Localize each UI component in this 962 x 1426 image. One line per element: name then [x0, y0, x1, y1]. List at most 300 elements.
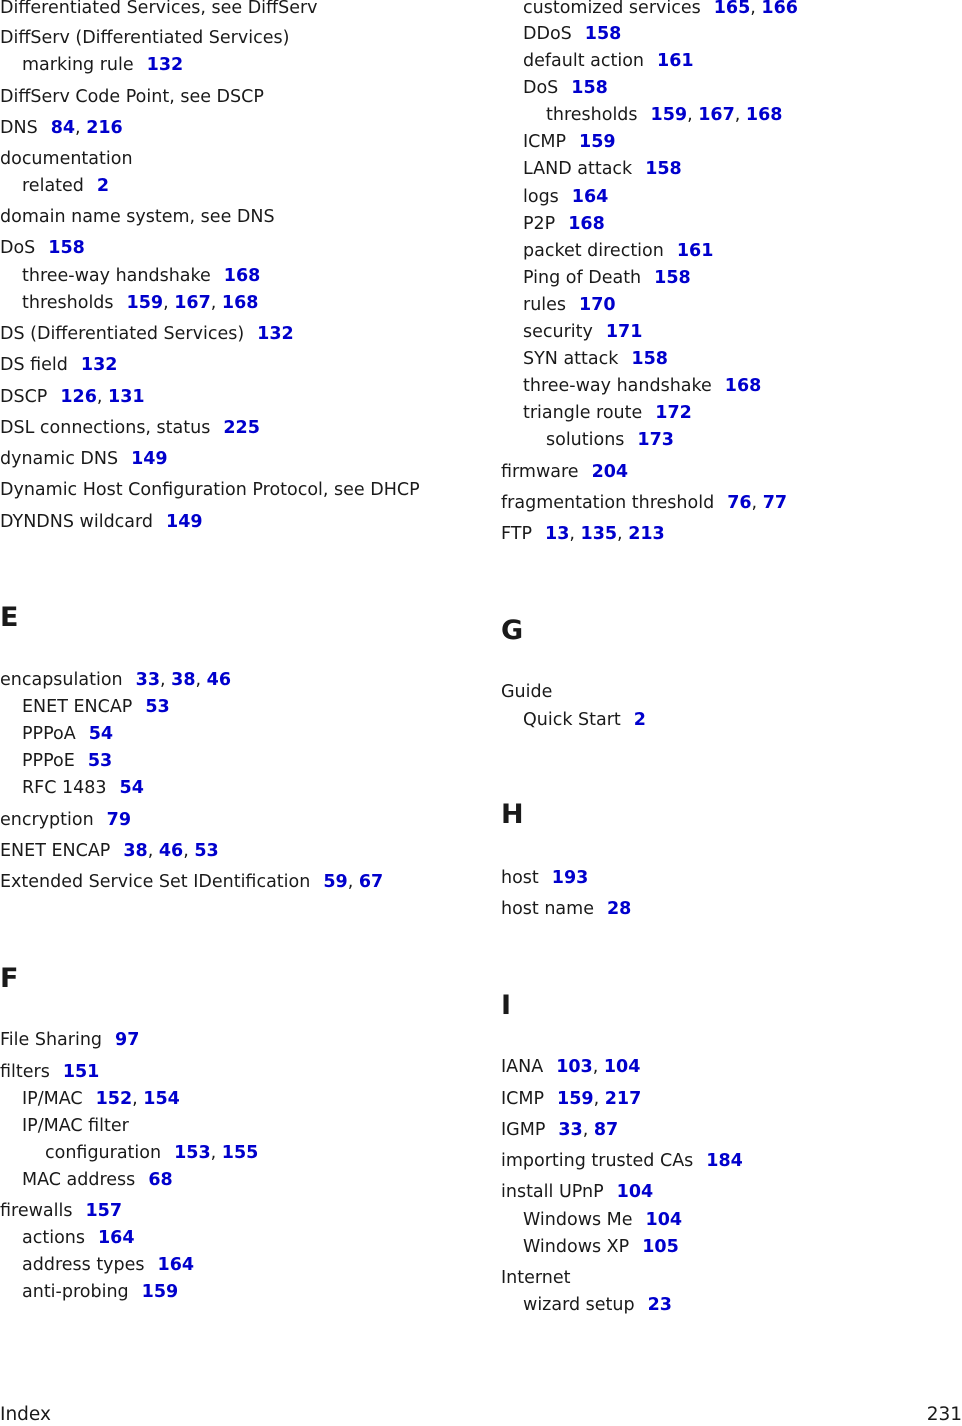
- page-link[interactable]: 2: [96, 176, 110, 196]
- index-term: configuration: [45, 1143, 162, 1163]
- page-references: [148, 1170, 172, 1190]
- page-link[interactable]: 2: [633, 710, 646, 730]
- index-term: DoS: [0, 238, 36, 258]
- page-references: [51, 118, 123, 138]
- page-link[interactable]: 87: [593, 1120, 619, 1140]
- index-entry: [501, 1150, 743, 1172]
- page-references: [115, 1030, 139, 1050]
- page-separator: ,: [582, 1120, 594, 1140]
- index-term: PPPoA: [22, 724, 76, 744]
- index-entry: [22, 292, 258, 314]
- section-letter-h: H: [501, 799, 524, 830]
- page-link[interactable]: 54: [88, 724, 114, 744]
- index-entry: [22, 696, 170, 718]
- index-entry: [0, 1200, 122, 1222]
- page-references: [323, 872, 383, 892]
- index-entry: [22, 1281, 178, 1303]
- index-entry: [0, 511, 203, 533]
- index-entry: [523, 402, 692, 424]
- index-entry: [501, 1088, 641, 1110]
- page-link[interactable]: 167: [698, 105, 735, 125]
- index-term: DoS: [523, 78, 559, 98]
- page-references: [97, 176, 109, 196]
- page-references: [568, 214, 605, 234]
- page-references: [174, 1143, 258, 1163]
- index-term: ENET ENCAP: [22, 697, 133, 717]
- page-link[interactable]: 161: [657, 51, 694, 71]
- page-link[interactable]: 164: [571, 187, 609, 207]
- footer-section-label: Index: [0, 1404, 51, 1425]
- index-entry: [523, 77, 608, 99]
- section-letter-i: I: [501, 990, 512, 1021]
- index-term: documentation: [0, 149, 133, 169]
- index-term: DiffServ Code Point, see DSCP: [0, 87, 264, 107]
- page-link[interactable]: 149: [166, 512, 203, 532]
- page-references: [646, 1210, 683, 1230]
- page-references: [89, 724, 113, 744]
- page-references: [606, 322, 643, 342]
- page-separator: ,: [75, 118, 87, 138]
- index-term: anti-probing: [22, 1282, 129, 1302]
- index-entry: [523, 1294, 672, 1316]
- page-separator: ,: [147, 841, 159, 861]
- page-references: [556, 1057, 640, 1077]
- page-references: [642, 1237, 679, 1257]
- page-link[interactable]: 104: [616, 1182, 654, 1202]
- index-term: P2P: [523, 214, 556, 234]
- page-references: [558, 1120, 618, 1140]
- page-link[interactable]: 167: [174, 293, 211, 313]
- page-references: [224, 266, 261, 286]
- page-references: [557, 1089, 641, 1109]
- index-term: FTP: [501, 524, 533, 544]
- index-term: encapsulation: [0, 670, 123, 690]
- index-term: actions: [22, 1228, 85, 1248]
- page-link[interactable]: 193: [551, 868, 589, 888]
- index-entry: [0, 148, 133, 170]
- index-term: thresholds: [546, 105, 638, 125]
- index-term: DS (Differentiated Services): [0, 324, 245, 344]
- page-link[interactable]: 217: [604, 1089, 642, 1109]
- page-link[interactable]: 158: [645, 159, 682, 179]
- page-references: [651, 105, 783, 125]
- page-references: [158, 1255, 195, 1275]
- page-references: [120, 778, 144, 798]
- index-term: ICMP: [501, 1089, 545, 1109]
- page-link[interactable]: 158: [631, 349, 668, 369]
- index-entry: [501, 1181, 653, 1203]
- index-term: IP/MAC: [22, 1089, 83, 1109]
- index-entry: [501, 1119, 618, 1141]
- page-link[interactable]: 172: [655, 403, 692, 423]
- page-references: [96, 1089, 180, 1109]
- page-separator: ,: [751, 493, 763, 513]
- page-link[interactable]: 105: [642, 1237, 679, 1257]
- index-term: IANA: [501, 1057, 544, 1077]
- page-link[interactable]: 158: [654, 268, 691, 288]
- index-term: fragmentation threshold: [501, 493, 715, 513]
- index-term: triangle route: [523, 403, 643, 423]
- index-entry: [546, 104, 782, 126]
- page-references: [145, 697, 169, 717]
- page-references: [127, 293, 259, 313]
- page-link[interactable]: 159: [141, 1282, 179, 1302]
- page-link[interactable]: 104: [603, 1057, 641, 1077]
- index-entry: [22, 1088, 180, 1110]
- page-link[interactable]: 168: [221, 293, 259, 313]
- page-link[interactable]: 166: [761, 0, 798, 18]
- index-entry: [22, 750, 112, 772]
- index-entry: [0, 1029, 139, 1051]
- index-term: ENET ENCAP: [0, 841, 111, 861]
- index-entry: [501, 898, 631, 920]
- page-references: [147, 55, 184, 75]
- page-separator: ,: [210, 1143, 222, 1163]
- page-link[interactable]: 164: [98, 1228, 135, 1248]
- page-references: [607, 899, 631, 919]
- page-references: [223, 418, 260, 438]
- section-letter-e: E: [0, 602, 19, 633]
- page-link[interactable]: 155: [221, 1143, 259, 1163]
- page-link[interactable]: 132: [257, 324, 294, 344]
- index-term: importing trusted CAs: [501, 1151, 694, 1171]
- page-link[interactable]: 13: [545, 524, 570, 544]
- page-link[interactable]: 76: [727, 493, 752, 513]
- page-separator: ,: [687, 105, 699, 125]
- page-references: [725, 376, 762, 396]
- index-entry: [501, 461, 628, 483]
- index-term: default action: [523, 51, 645, 71]
- page-link[interactable]: 53: [87, 751, 113, 771]
- page-link[interactable]: 154: [143, 1089, 180, 1109]
- page-link[interactable]: 216: [86, 118, 123, 138]
- page-references: [706, 1151, 743, 1171]
- page-link[interactable]: 126: [60, 387, 97, 407]
- index-term: IGMP: [501, 1120, 546, 1140]
- page-link[interactable]: 28: [606, 899, 632, 919]
- index-term: RFC 1483: [22, 778, 107, 798]
- index-entry: [523, 348, 668, 370]
- page-separator: ,: [593, 1089, 605, 1109]
- section-letter-g: G: [501, 615, 524, 646]
- index-entry: [523, 375, 761, 397]
- page-link[interactable]: 159: [650, 105, 688, 125]
- index-term: domain name system, see DNS: [0, 207, 275, 227]
- index-term: firewalls: [0, 1201, 73, 1221]
- index-entry: [501, 681, 552, 703]
- index-term: Guide: [501, 682, 553, 702]
- page-link[interactable]: 38: [123, 841, 148, 861]
- index-term: filters: [0, 1062, 50, 1082]
- page-link[interactable]: 168: [568, 214, 605, 234]
- index-entry: [0, 840, 219, 862]
- page-references: [572, 187, 609, 207]
- page-link[interactable]: 213: [628, 524, 665, 544]
- index-term: host: [501, 868, 539, 888]
- page-separator: ,: [210, 293, 222, 313]
- index-term: encryption: [0, 810, 94, 830]
- index-term: MAC address: [22, 1170, 136, 1190]
- index-entry: [523, 23, 621, 45]
- page-references: [645, 159, 682, 179]
- page-link[interactable]: 79: [106, 810, 132, 830]
- index-term: thresholds: [22, 293, 114, 313]
- index-term: install UPnP: [501, 1182, 604, 1202]
- index-entry: [45, 1142, 258, 1164]
- index-term: three-way handshake: [22, 266, 211, 286]
- index-entry: [22, 1227, 135, 1249]
- page-link[interactable]: 164: [157, 1255, 195, 1275]
- index-term: Dynamic Host Configuration Protocol, see DHCP: [0, 480, 420, 500]
- index-term: Differentiated Services, see DiffServ: [0, 0, 318, 18]
- index-term: DDoS: [523, 24, 572, 44]
- page-link[interactable]: 158: [571, 78, 608, 98]
- page-references: [98, 1228, 135, 1248]
- page-link[interactable]: 46: [158, 841, 184, 861]
- index-entry: [0, 323, 294, 345]
- page-link[interactable]: 158: [584, 24, 622, 44]
- page-link[interactable]: 157: [85, 1201, 123, 1221]
- page-references: [714, 0, 798, 18]
- page-link[interactable]: 149: [131, 449, 168, 469]
- index-term: customized services: [523, 0, 701, 18]
- index-entry: [546, 429, 674, 451]
- index-entry: [523, 709, 646, 731]
- index-entry: [523, 158, 682, 180]
- index-term: Internet: [501, 1268, 571, 1288]
- index-entry: [501, 523, 665, 545]
- index-entry: [22, 265, 260, 287]
- page-link[interactable]: 225: [223, 418, 260, 438]
- index-entry: [523, 240, 713, 262]
- page-link[interactable]: 159: [557, 1089, 594, 1109]
- index-term: packet direction: [523, 241, 664, 261]
- page-link[interactable]: 53: [145, 697, 170, 717]
- index-term: marking rule: [22, 55, 134, 75]
- index-entry: [523, 50, 694, 72]
- page-references: [655, 403, 692, 423]
- index-entry: [523, 1209, 682, 1231]
- index-entry: [0, 479, 420, 501]
- index-term: dynamic DNS: [0, 449, 119, 469]
- page-link[interactable]: 97: [115, 1030, 140, 1050]
- index-entry: [0, 871, 383, 893]
- index-entry: [501, 1056, 640, 1078]
- index-entry: [0, 237, 85, 259]
- page-link[interactable]: 68: [148, 1170, 173, 1190]
- index-term: DSCP: [0, 387, 48, 407]
- page-references: [545, 524, 665, 544]
- index-term: related: [22, 176, 84, 196]
- index-term: File Sharing: [0, 1030, 103, 1050]
- page-separator: ,: [347, 872, 359, 892]
- page-references: [63, 1062, 100, 1082]
- page-references: [727, 493, 787, 513]
- page-link[interactable]: 171: [605, 322, 643, 342]
- page-link[interactable]: 184: [706, 1151, 743, 1171]
- page-references: [142, 1282, 179, 1302]
- page-link[interactable]: 204: [591, 462, 629, 482]
- index-term: logs: [523, 187, 559, 207]
- page-link[interactable]: 135: [580, 524, 618, 544]
- page-references: [85, 1201, 122, 1221]
- index-entry: [523, 213, 605, 235]
- index-term: DS field: [0, 355, 68, 375]
- index-term: DiffServ (Differentiated Services): [0, 28, 290, 48]
- index-term: IP/MAC filter: [22, 1116, 129, 1136]
- page-references: [637, 430, 674, 450]
- index-entry: [0, 1061, 99, 1083]
- page-link[interactable]: 151: [62, 1062, 100, 1082]
- index-entry: [22, 1169, 173, 1191]
- page-separator: ,: [195, 670, 207, 690]
- index-entry: [22, 777, 144, 799]
- index-term: DNS: [0, 118, 38, 138]
- index-term: Windows XP: [523, 1237, 630, 1257]
- index-entry: [0, 417, 260, 439]
- page-separator: ,: [592, 1057, 604, 1077]
- page-references: [123, 841, 218, 861]
- index-term: Quick Start: [523, 710, 621, 730]
- index-term: ICMP: [523, 132, 567, 152]
- page-references: [585, 24, 622, 44]
- page-link[interactable]: 153: [174, 1143, 211, 1163]
- index-term: security: [523, 322, 593, 342]
- page-link[interactable]: 132: [80, 355, 118, 375]
- index-entry: [523, 267, 691, 289]
- page-references: [257, 324, 294, 344]
- section-letter-f: F: [0, 963, 19, 994]
- index-entry: [523, 294, 616, 316]
- footer-page-number: 231: [926, 1404, 962, 1425]
- page-link[interactable]: 59: [323, 872, 348, 892]
- page-link[interactable]: 173: [637, 430, 674, 450]
- page-link[interactable]: 161: [676, 241, 714, 261]
- page-link[interactable]: 46: [206, 670, 231, 690]
- index-term: DSL connections, status: [0, 418, 211, 438]
- page-separator: ,: [96, 387, 109, 407]
- index-term: DYNDNS wildcard: [0, 512, 154, 532]
- index-term: Extended Service Set IDentification: [0, 872, 311, 892]
- page-link[interactable]: 168: [745, 105, 783, 125]
- page-references: [579, 132, 616, 152]
- page-references: [552, 868, 589, 888]
- page-link[interactable]: 158: [48, 238, 85, 258]
- page-references: [592, 462, 629, 482]
- index-term: host name: [501, 899, 594, 919]
- index-entry: [0, 86, 264, 108]
- index-entry: [0, 117, 123, 139]
- index-entry: [0, 809, 131, 831]
- page-separator: ,: [617, 524, 629, 544]
- page-references: [60, 387, 144, 407]
- index-entry: [0, 386, 145, 408]
- page-link[interactable]: 84: [50, 118, 76, 138]
- page-link[interactable]: 53: [194, 841, 219, 861]
- page-link[interactable]: 67: [358, 872, 384, 892]
- index-term: LAND attack: [523, 159, 633, 179]
- page-separator: ,: [160, 670, 172, 690]
- index-entry: [0, 354, 117, 376]
- page-references: [654, 268, 691, 288]
- index-entry: [501, 867, 588, 889]
- page-references: [657, 51, 694, 71]
- page-link[interactable]: 38: [171, 670, 196, 690]
- page-link[interactable]: 159: [579, 132, 616, 152]
- index-entry: [523, 131, 616, 153]
- page-references: [617, 1182, 654, 1202]
- index-entry: [22, 175, 109, 197]
- index-entry: [22, 1115, 129, 1137]
- index-term: rules: [523, 295, 567, 315]
- page-references: [648, 1295, 672, 1315]
- page-link[interactable]: 170: [579, 295, 616, 315]
- index-entry: [22, 723, 113, 745]
- page-references: [48, 238, 85, 258]
- page-link[interactable]: 77: [762, 493, 788, 513]
- index-entry: [0, 206, 275, 228]
- page-references: [131, 449, 168, 469]
- index-term: three-way handshake: [523, 376, 712, 396]
- index-entry: [523, 186, 608, 208]
- page-references: [81, 355, 118, 375]
- page-references: [631, 349, 668, 369]
- page-link[interactable]: 165: [713, 0, 751, 18]
- page-link[interactable]: 159: [126, 293, 164, 313]
- page-link[interactable]: 104: [645, 1210, 683, 1230]
- index-entry: [0, 27, 289, 49]
- page-separator: ,: [569, 524, 581, 544]
- page-separator: ,: [163, 293, 175, 313]
- page-link[interactable]: 132: [146, 55, 184, 75]
- index-entry: [523, 1236, 679, 1258]
- index-term: wizard setup: [523, 1295, 635, 1315]
- page-link[interactable]: 131: [108, 387, 145, 407]
- page-references: [571, 78, 608, 98]
- page-link[interactable]: 54: [119, 778, 144, 798]
- page-separator: ,: [132, 1089, 144, 1109]
- index-term: Windows Me: [523, 1210, 633, 1230]
- page-link[interactable]: 168: [724, 376, 762, 396]
- index-entry: [523, 0, 798, 19]
- index-entry: [0, 448, 168, 470]
- page-separator: ,: [750, 0, 762, 18]
- page-link[interactable]: 152: [95, 1089, 133, 1109]
- page-references: [634, 710, 646, 730]
- page-link[interactable]: 33: [135, 670, 160, 690]
- index-entry: [501, 1267, 571, 1289]
- index-entry: [22, 54, 183, 76]
- page-separator: ,: [183, 841, 195, 861]
- page-references: [136, 670, 231, 690]
- page-references: [579, 295, 616, 315]
- page-link[interactable]: 23: [647, 1295, 672, 1315]
- page-references: [88, 751, 112, 771]
- index-term: PPPoE: [22, 751, 75, 771]
- index-term: SYN attack: [523, 349, 619, 369]
- page-link[interactable]: 168: [223, 266, 261, 286]
- index-entry: [22, 1254, 194, 1276]
- index-entry: [0, 669, 231, 691]
- page-link[interactable]: 33: [558, 1120, 583, 1140]
- page-references: [166, 512, 203, 532]
- index-term: Ping of Death: [523, 268, 642, 288]
- index-term: firmware: [501, 462, 579, 482]
- index-term: solutions: [546, 430, 625, 450]
- page-references: [677, 241, 714, 261]
- page-link[interactable]: 103: [556, 1057, 593, 1077]
- page-separator: ,: [734, 105, 746, 125]
